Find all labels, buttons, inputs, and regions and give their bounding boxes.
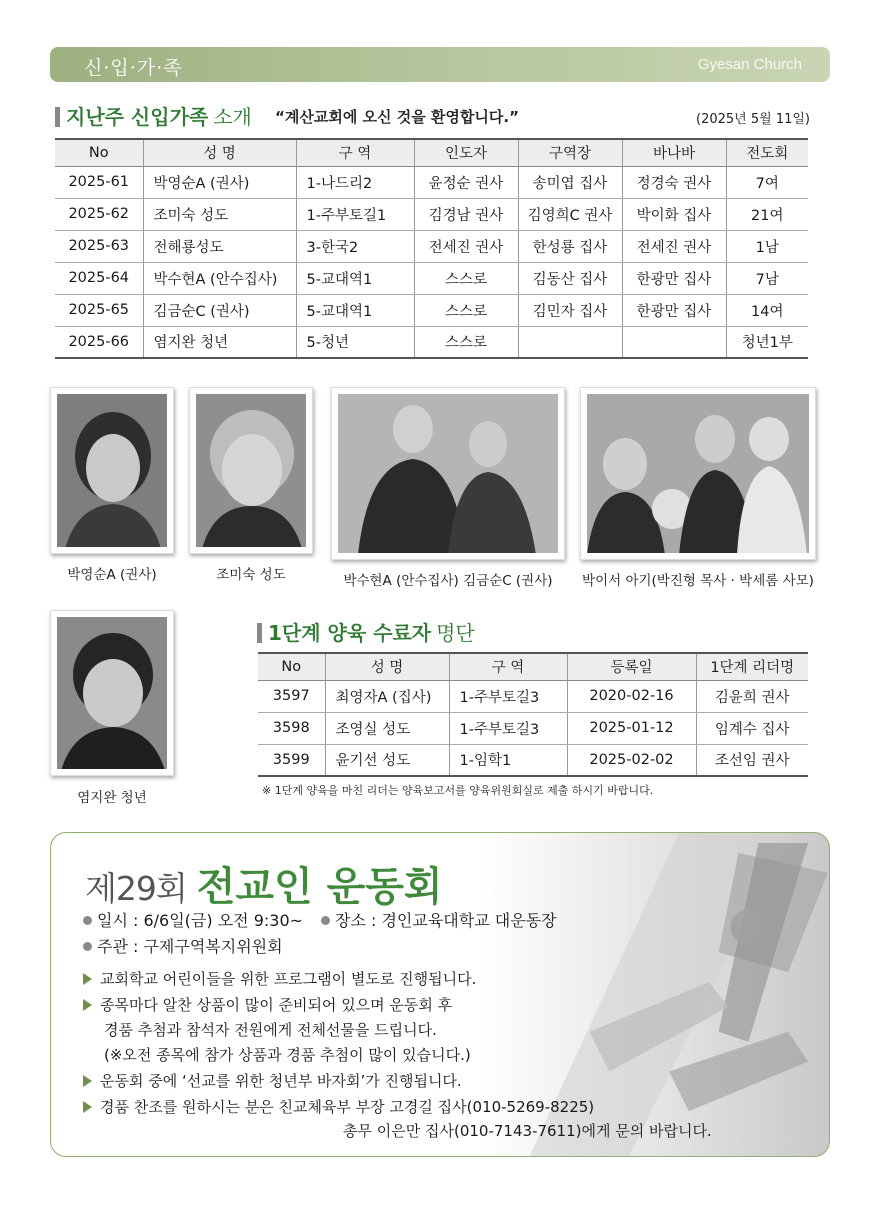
column-header: 등록일	[567, 653, 696, 680]
table-cell: 조선임 권사	[696, 744, 808, 776]
table-row	[55, 262, 808, 294]
training-title-bold: 1단계 양육 수료자	[268, 621, 432, 645]
table-cell: 2025-63	[55, 230, 143, 262]
column-header: 성 명	[143, 139, 296, 166]
table-cell: 전세진 권사	[622, 230, 726, 262]
column-header: 구 역	[296, 139, 414, 166]
table-cell: 박수현A (안수집사)	[143, 262, 296, 294]
event-item: 운동회 중에 ‘선교를 위한 청년부 바자회’가 진행됩니다.	[83, 1070, 462, 1091]
column-header: 바나바	[622, 139, 726, 166]
table-row	[55, 166, 808, 198]
church-name: Gyesan Church	[697, 56, 802, 73]
section-brand: 신·입·가·족	[84, 57, 183, 79]
triangle-bullet-icon	[83, 1101, 92, 1113]
event-number: 제29회	[85, 869, 187, 908]
table-cell: 7여	[726, 166, 808, 198]
event-item-continued: 경품 추첨과 참석자 전원에게 전체선물을 드립니다.	[104, 1021, 437, 1039]
column-header: 인도자	[414, 139, 518, 166]
table-header-row	[55, 139, 808, 166]
event-item: 교회학교 어린이들을 위한 프로그램이 별도로 진행됩니다.	[83, 968, 476, 989]
intro-date: (2025년 5월 11일)	[696, 112, 810, 127]
event-name: 전교인 운동회	[196, 864, 443, 910]
intro-title-rest: 소개	[213, 105, 252, 129]
table-cell: 2025-64	[55, 262, 143, 294]
table-cell: 2025-65	[55, 294, 143, 326]
portrait-image	[57, 394, 167, 547]
event-place: 장소 : 경인교육대학교 대운동장	[321, 908, 557, 931]
couple-image	[338, 394, 558, 553]
photo-member-5	[50, 610, 174, 776]
intro-heading	[55, 101, 252, 130]
table-cell	[622, 326, 726, 358]
column-header: No	[258, 653, 325, 680]
photo-caption: 박수현A (안수집사) 김금순C (권사)	[343, 573, 553, 589]
photo-member-3	[331, 387, 565, 560]
bullet-dot-icon	[83, 942, 92, 951]
table-row	[55, 326, 808, 358]
table-cell: 1-주부토길3	[449, 712, 567, 744]
event-title	[85, 855, 443, 912]
table-cell: 청년1부	[726, 326, 808, 358]
table-cell: 김민자 집사	[518, 294, 622, 326]
table-cell: 스스로	[414, 262, 518, 294]
photo-caption: 박이서 아기(박진형 목사 · 박세롬 사모)	[582, 573, 814, 589]
photo-member-1	[50, 387, 174, 554]
bullet-dot-icon	[83, 916, 92, 925]
table-cell: 14여	[726, 294, 808, 326]
photo-caption: 박영순A (권사)	[67, 567, 157, 583]
table-cell: 윤기선 성도	[325, 744, 449, 776]
portrait-image	[57, 617, 167, 769]
photo-caption: 염지완 청년	[77, 790, 147, 806]
table-cell: 스스로	[414, 294, 518, 326]
table-cell: 2020-02-16	[567, 680, 696, 712]
table-cell: 조영실 성도	[325, 712, 449, 744]
training-note: ※ 1단계 양육을 마친 리더는 양육보고서를 양육위원회실로 제출 하시기 바랍니다.	[262, 784, 654, 797]
table-cell: 1남	[726, 230, 808, 262]
table-cell: 김동산 집사	[518, 262, 622, 294]
column-header: 1단계 리더명	[696, 653, 808, 680]
table-cell: 김금순C (권사)	[143, 294, 296, 326]
event-item: 종목마다 알찬 상품이 많이 준비되어 있으며 운동회 후	[83, 994, 452, 1015]
table-cell: 송미엽 집사	[518, 166, 622, 198]
event-host: 주관 : 구제구역복지위원회	[83, 934, 283, 957]
table-cell: 김윤희 권사	[696, 680, 808, 712]
sports-day-box	[50, 832, 830, 1157]
table-cell: 스스로	[414, 326, 518, 358]
table-cell: 한성룡 집사	[518, 230, 622, 262]
table-cell: 1-주부토길1	[296, 198, 414, 230]
training-heading	[257, 617, 475, 646]
column-header: 전도회	[726, 139, 808, 166]
table-cell: 5-청년	[296, 326, 414, 358]
event-item: 경품 찬조를 원하시는 분은 친교체육부 부장 고경길 집사(010-5269-8225)	[83, 1096, 594, 1117]
table-cell: 2025-02-02	[567, 744, 696, 776]
table-cell: 2025-62	[55, 198, 143, 230]
table-row	[55, 230, 808, 262]
welcome-text: “계산교회에 오신 것을 환영합니다.”	[275, 108, 519, 126]
triangle-bullet-icon	[83, 999, 92, 1011]
table-cell: 최영자A (집사)	[325, 680, 449, 712]
table-cell: 염지완 청년	[143, 326, 296, 358]
header-bar	[50, 47, 830, 82]
triangle-bullet-icon	[83, 1075, 92, 1087]
table-cell: 3599	[258, 744, 325, 776]
portrait-image	[196, 394, 306, 547]
table-cell: 김영희C 권사	[518, 198, 622, 230]
photo-member-2	[189, 387, 313, 554]
table-cell: 정경숙 권사	[622, 166, 726, 198]
table-cell: 한광만 집사	[622, 262, 726, 294]
table-cell: 전해룡성도	[143, 230, 296, 262]
table-cell	[518, 326, 622, 358]
table-cell: 김경남 권사	[414, 198, 518, 230]
table-cell: 5-교대역1	[296, 262, 414, 294]
table-cell: 전세진 권사	[414, 230, 518, 262]
event-date: 일시 : 6/6일(금) 오전 9:30~	[83, 908, 303, 931]
photo-member-4	[580, 387, 816, 560]
table-cell: 한광만 집사	[622, 294, 726, 326]
table-cell: 1-나드리2	[296, 166, 414, 198]
triangle-bullet-icon	[83, 973, 92, 985]
table-cell: 5-교대역1	[296, 294, 414, 326]
table-cell: 임계수 집사	[696, 712, 808, 744]
table-row	[258, 680, 808, 712]
table-cell: 2025-61	[55, 166, 143, 198]
training-table	[258, 652, 808, 777]
heading-bar	[257, 623, 262, 643]
table-cell: 7남	[726, 262, 808, 294]
table-cell: 2025-01-12	[567, 712, 696, 744]
table-cell: 박이화 집사	[622, 198, 726, 230]
table-cell: 1-임학1	[449, 744, 567, 776]
bullet-dot-icon	[321, 916, 330, 925]
table-cell: 1-주부토길3	[449, 680, 567, 712]
table-cell: 3-한국2	[296, 230, 414, 262]
table-cell: 조미숙 성도	[143, 198, 296, 230]
table-cell: 3597	[258, 680, 325, 712]
family-image	[587, 394, 809, 553]
column-header: 구역장	[518, 139, 622, 166]
intro-title-bold: 지난주 신입가족	[66, 105, 209, 129]
training-title-rest: 명단	[436, 621, 475, 645]
table-cell: 3598	[258, 712, 325, 744]
table-row	[55, 294, 808, 326]
table-cell: 박영순A (권사)	[143, 166, 296, 198]
table-cell: 2025-66	[55, 326, 143, 358]
heading-bar	[55, 107, 60, 127]
event-item-continued: 총무 이은만 집사(010-7143-7611)에게 문의 바랍니다.	[343, 1122, 712, 1140]
table-row	[55, 198, 808, 230]
table-row	[258, 744, 808, 776]
table-header-row	[258, 653, 808, 680]
new-members-table	[55, 138, 808, 359]
event-item-continued: (※오전 종목에 참가 상품과 경품 추첨이 많이 있습니다.)	[104, 1046, 471, 1064]
table-cell: 21여	[726, 198, 808, 230]
table-cell: 윤정순 권사	[414, 166, 518, 198]
table-row	[258, 712, 808, 744]
column-header: No	[55, 139, 143, 166]
column-header: 성 명	[325, 653, 449, 680]
photo-caption: 조미숙 성도	[216, 567, 286, 583]
column-header: 구 역	[449, 653, 567, 680]
